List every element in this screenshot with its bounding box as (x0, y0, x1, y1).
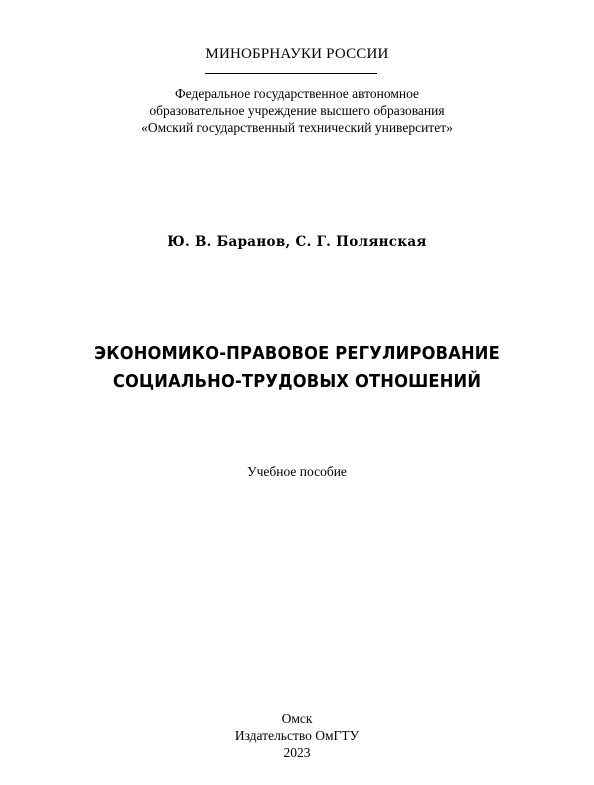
imprint-publisher: Издательство ОмГТУ (234, 728, 360, 743)
institution-line: образовательное учреждение высшего образования (149, 103, 445, 118)
institution-line: Федеральное государственное автономное (174, 86, 419, 101)
institution-line: «Омский государственный технический университет» (141, 120, 453, 135)
book-title-line: СОЦИАЛЬНО-ТРУДОВЫХ ОТНОШЕНИЙ (112, 372, 482, 392)
authors: Ю. В. Баранов, С. Г. Полянская (167, 234, 427, 250)
ministry-name: МИНОБРНАУКИ РОССИИ (205, 46, 389, 62)
imprint-year: 2023 (283, 745, 311, 760)
document-type: Учебное пособие (247, 464, 347, 479)
institution-block (0, 85, 594, 136)
imprint-city: Омск (281, 711, 313, 726)
book-title (21, 340, 573, 396)
imprint-block (0, 710, 594, 761)
header-divider (205, 73, 377, 74)
book-title-line: ЭКОНОМИКО-ПРАВОВОЕ РЕГУЛИРОВАНИЕ (94, 344, 500, 364)
